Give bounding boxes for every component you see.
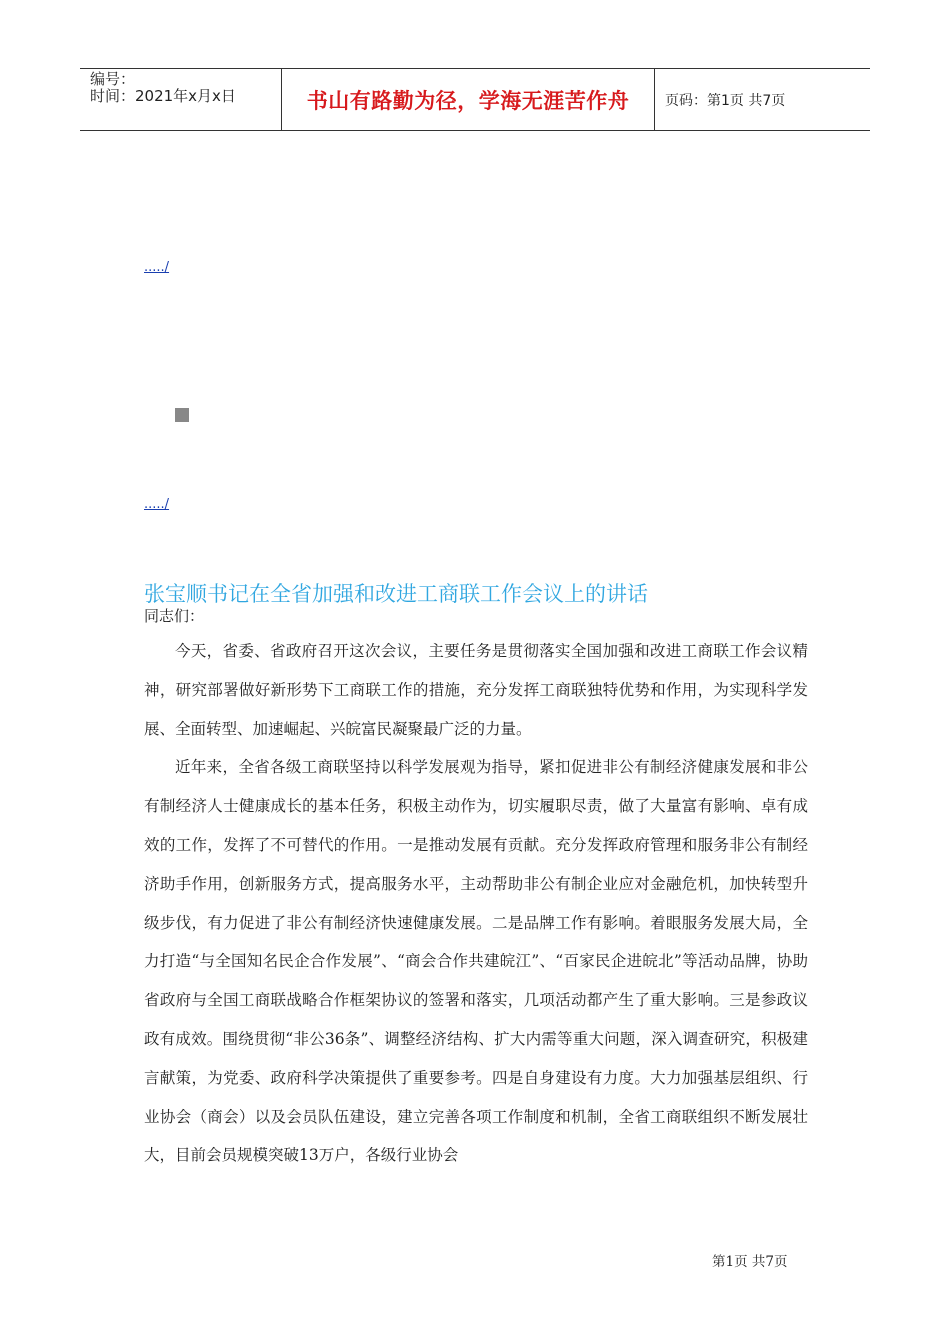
date-label: 时间：2021年x月x日: [90, 87, 236, 105]
page-footer: 第1页 共7页: [712, 1254, 788, 1270]
page-number-label: 页码：第1页 共7页: [665, 92, 786, 109]
header-page-cell: [655, 69, 870, 130]
article-body: [144, 632, 808, 1175]
salutation: 同志们：: [144, 607, 205, 625]
paragraph-2: 近年来，全省各级工商联坚持以科学发展观为指导，紧扣促进非公有制经济健康发展和非公有制经济人士健康成长的基本任务，积极主动作为，切实履职尽责，做了大量富有影响、卓有成效的工作，发挥了不可替代的作用。一是推动发展有贡献。充分发挥政府管理和服务非公有制经济助手作用，创新服务方式，提高服务水平，主动帮助非公有制企业应对金融危机，加快转型升级步伐，有力促进了非公有制经济快速健康发展。二是品牌工作有影响。着眼服务发展大局，全力打造“与全国知名民企合作发展”、“商会合作共建皖江”、“百家民企进皖北”等活动品牌，协助省政府与全国工商联战略合作框架协议的签署和落实，几项活动都产生了重大影响。三是参政议政有成效。围绕贯彻“非公36条”、调整经济结构、扩大内需等重大问题，深入调查研究，积极建言献策，为党委、政府科学决策提供了重要参考。四是自身建设有力度。大力加强基层组织、行业协会（商会）以及会员队伍建设，建立完善各项工作制度和机制，全省工商联组织不断发展壮大，目前会员规模突破13万户，各级行业协会: [144, 758, 808, 1165]
header-motto-cell: [282, 69, 655, 130]
motto-text: 书山有路勤为径，学海无涯苦作舟: [306, 88, 630, 113]
number-label: 编号：: [90, 70, 136, 88]
paragraph-1: 今天，省委、省政府召开这次会议，主要任务是贯彻落实全国加强和改进工商联工作会议精神，研究部署做好新形势下工商联工作的措施，充分发挥工商联独特优势和作用，为实现科学发展、全面转型、加速崛起、兴皖富民凝聚最广泛的力量。: [144, 642, 808, 738]
page-header: [80, 68, 870, 131]
article-title: 张宝顺书记在全省加强和改进工商联工作会议上的讲话: [144, 582, 648, 606]
link-2[interactable]: ...../: [144, 497, 170, 512]
link-1[interactable]: ...../: [144, 260, 170, 275]
header-meta-cell: [80, 69, 282, 130]
broken-image-icon: [175, 408, 189, 422]
